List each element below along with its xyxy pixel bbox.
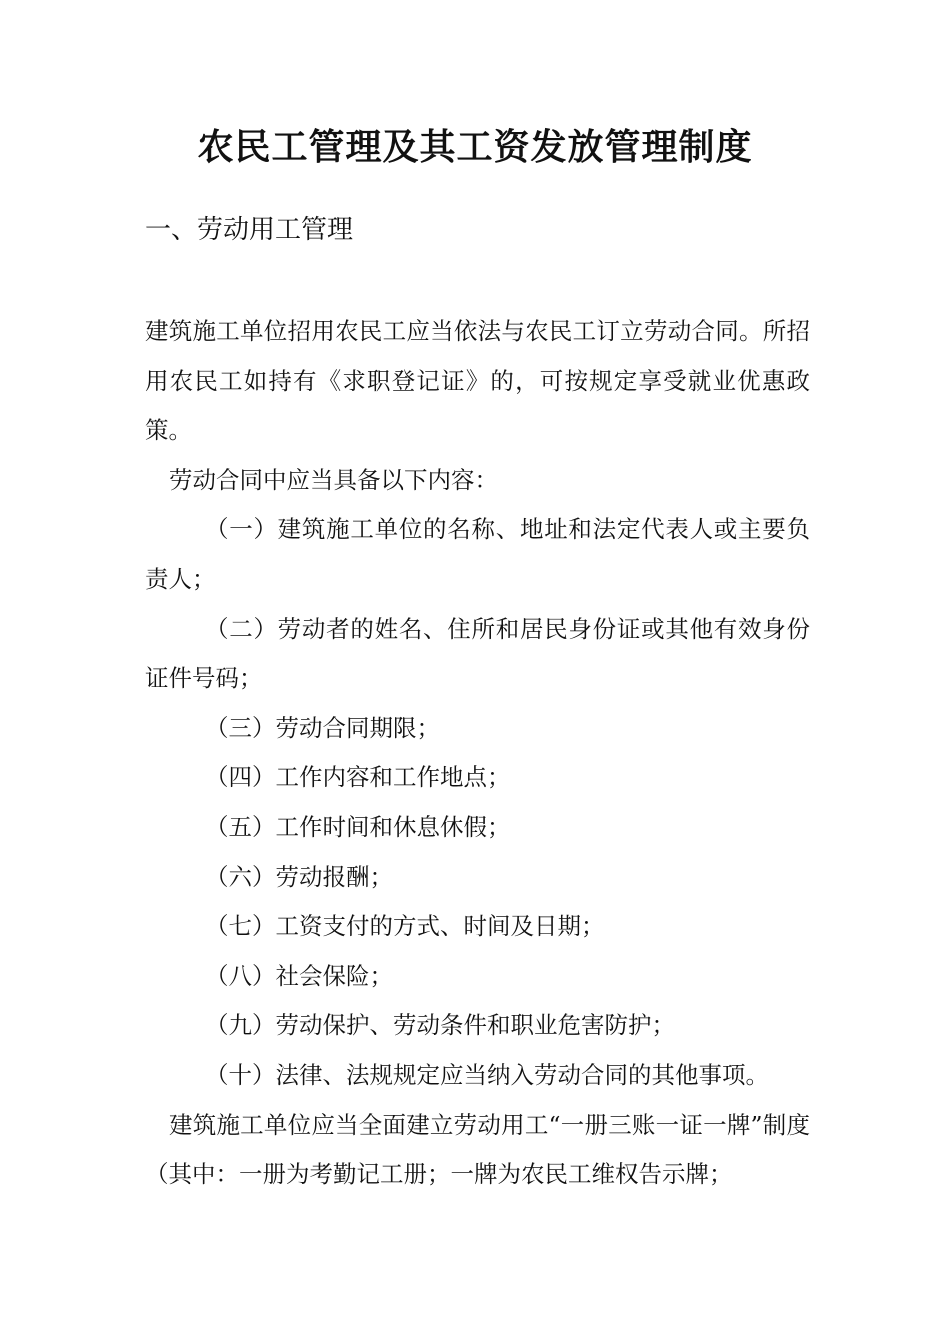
contract-item-9: （九）劳动保护、劳动条件和职业危害防护； (205, 1011, 675, 1040)
contract-item-6: （六）劳动报酬； (205, 862, 393, 891)
contract-item-7: （七）工资支付的方式、时间及日期； (205, 912, 605, 941)
contract-item-5: （五）工作时间和休息休假； (205, 812, 511, 841)
section-heading: 一、劳动用工管理 (145, 215, 354, 245)
contract-item-10: （十）法律、法规规定应当纳入劳动合同的其他事项。 (205, 1060, 769, 1089)
contract-item-1: （一）建筑施工单位的名称、地址和法定代表人或主要负责人； (145, 515, 810, 593)
final-paragraph: 建筑施工单位应当全面建立劳动用工“一册三账一证一牌”制度（其中：一册为考勤记工册；一牌为农民工维权告示牌； (145, 1110, 810, 1189)
intro-paragraph: 建筑施工单位招用农民工应当依法与农民工订立劳动合同。所招用农民工如持有《求职登记证》的，可按规定享受就业优惠政策。 (145, 317, 810, 445)
contract-item-2: （二）劳动者的姓名、住所和居民身份证或其他有效身份证件号码； (145, 614, 810, 693)
contract-item-8: （八）社会保险； (205, 961, 393, 990)
document-title: 农民工管理及其工资发放管理制度 (197, 126, 753, 169)
contract-lead-paragraph: 劳动合同中应当具备以下内容： (169, 465, 498, 494)
contract-item-4: （四）工作内容和工作地点； (205, 763, 511, 792)
document-body (145, 307, 810, 1200)
contract-item-3: （三）劳动合同期限； (205, 713, 440, 742)
